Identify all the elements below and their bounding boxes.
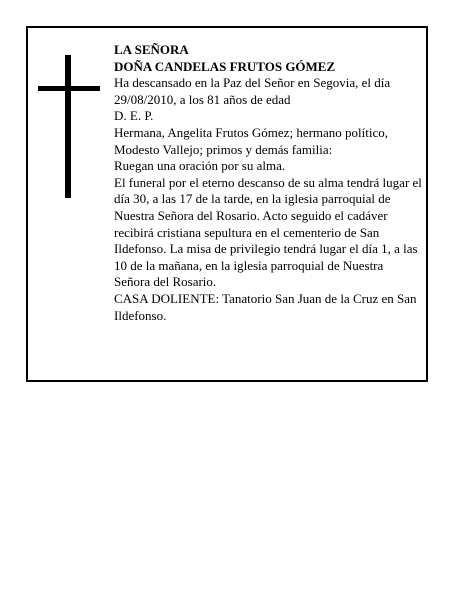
mourning-house: CASA DOLIENTE: Tanatorio San Juan de la Cruz en San Ildefonso. <box>114 290 417 323</box>
cross-icon <box>38 55 100 198</box>
cross-horizontal-bar <box>38 86 100 91</box>
family-list: Hermana, Angelita Frutos Gómez; hermano político, Modesto Vallejo; primos y demás familia: <box>114 124 389 157</box>
notice-title: LA SEÑORA <box>114 42 189 57</box>
dep-abbreviation: D. E. P. <box>114 108 154 124</box>
funeral-details: El funeral por el eterno descanso de su alma tendrá lugar el día 30, a las 17 de la tarde, en la iglesia parroquial de Nuestra Señora del Rosario. Acto seguido el cadáver recibirá cristiana sepultura en el cementerio de San Ildefonso. La misa de privilegio tendrá lugar el día 1, a las 10 de la mañana, en la iglesia parroquial de Nuestra Señora del Rosario. <box>114 174 422 290</box>
prayer-request: Ruegan una oración por su alma. <box>114 158 286 174</box>
cross-vertical-bar <box>65 55 71 198</box>
death-statement: Ha descansado en la Paz del Señor en Segovia, el día 29/08/2010, a los 81 años de edad <box>114 75 391 107</box>
notice-text-block <box>114 42 422 324</box>
deceased-name: DOÑA CANDELAS FRUTOS GÓMEZ <box>114 58 336 74</box>
obituary-notice <box>26 26 428 382</box>
